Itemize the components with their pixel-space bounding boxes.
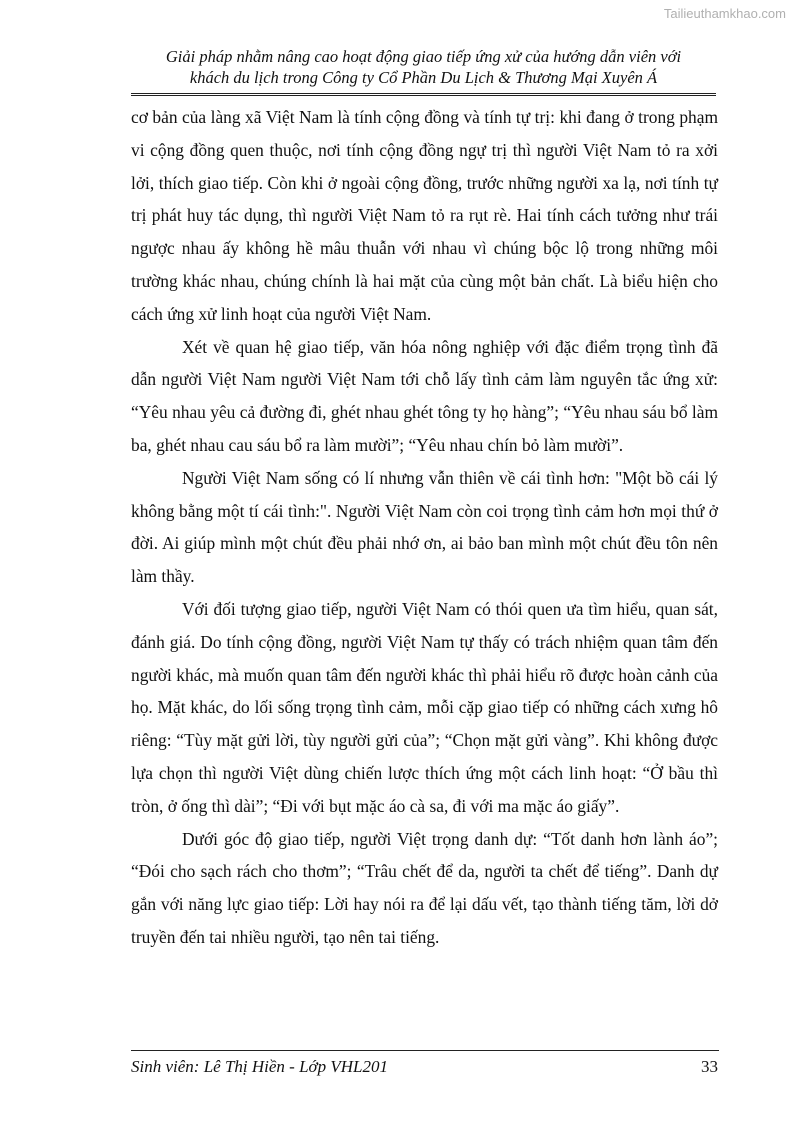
paragraph-2: Xét về quan hệ giao tiếp, văn hóa nông nghiệp với đặc điểm trọng tình đã dẫn người Việt Nam người Việt Nam tới chỗ lấy tình cảm làm nguyên tắc ứng xử: “Yêu nhau yêu cả đường đi, ghét nhau ghét tông ty họ hàng”; “Yêu nhau sáu bổ làm ba, ghét nhau cau sáu bổ ra làm mười”; “Yêu nhau chín bỏ làm mười”. [131,336,718,455]
footer-divider [131,1050,719,1051]
body-text [131,101,718,954]
footer-student-info: Sinh viên: Lê Thị Hiền - Lớp VHL201 [131,1057,388,1076]
header-line-1: Giải pháp nhằm nâng cao hoạt động giao tiếp ứng xử của hướng dẫn viên với [165,47,682,66]
paragraph-3: Người Việt Nam sống có lí nhưng vẫn thiên về cái tình hơn: "Một bồ cái lý không bằng một tí cái tình:". Người Việt Nam còn coi trọng tình cảm hơn mọi thứ ở đời. Ai giúp mình một chút đều phải nhớ ơn, ai bảo ban mình một chút đều tôn nên làm thầy. [131,467,718,587]
paragraph-4: Với đối tượng giao tiếp, người Việt Nam có thói quen ưa tìm hiểu, quan sát, đánh giá. Do tính cộng đồng, người Việt Nam tự thấy có trách nhiệm quan tâm đến người khác, mà muốn quan tâm đến người khác thì phải hiểu rõ được hoàn cảnh của họ. Mặt khác, do lối sống trọng tình cảm, mỗi cặp giao tiếp có những cách xưng hô riêng: “Tùy mặt gửi lời, tùy người gửi của”; “Chọn mặt gửi vàng”. Khi không được lựa chọn thì người Việt dùng chiến lược thích ứng một cách linh hoạt: “Ở bầu thì tròn, ở ống thì dài”; “Đi với bụt mặc áo cà sa, đi với ma mặc áo giấy”. [131,598,718,816]
header-line-2: khách du lịch trong Công ty Cổ Phần Du Lịch & Thương Mại Xuyên Á [189,68,658,87]
page-header [131,46,716,96]
page-number: 33 [701,1057,718,1076]
paragraph-5: Dưới góc độ giao tiếp, người Việt trọng danh dự: “Tốt danh hơn lành áo”; “Đói cho sạch rách cho thơm”; “Trâu chết để da, người ta chết để tiếng”. Danh dự gắn với năng lực giao tiếp: Lời hay nói ra để lại dấu vết, tạo thành tiếng tăm, lời dở truyền đến tai nhiều người, tạo nên tai tiếng. [131,828,718,947]
watermark: Tailieuthamkhao.com [663,6,786,21]
paragraph-1: cơ bản của làng xã Việt Nam là tính cộng đồng và tính tự trị: khi đang ở trong phạm vi cộng đồng quen thuộc, nơi tính cộng đồng ngự trị thì người Việt Nam tỏ ra xởi lởi, thích giao tiếp. Còn khi ở ngoài cộng đồng, trước những người xa lạ, nơi tính tự trị phát huy tác dụng, thì người Việt Nam tỏ ra rụt rè. Hai tính cách tưởng như trái ngược nhau ấy không hề mâu thuẫn với nhau vì chúng bộc lộ trong những môi trường khác nhau, chúng chính là hai mặt của cùng một bản chất. Là biểu hiện cho cách ứng xử linh hoạt của người Việt Nam. [131,107,718,324]
